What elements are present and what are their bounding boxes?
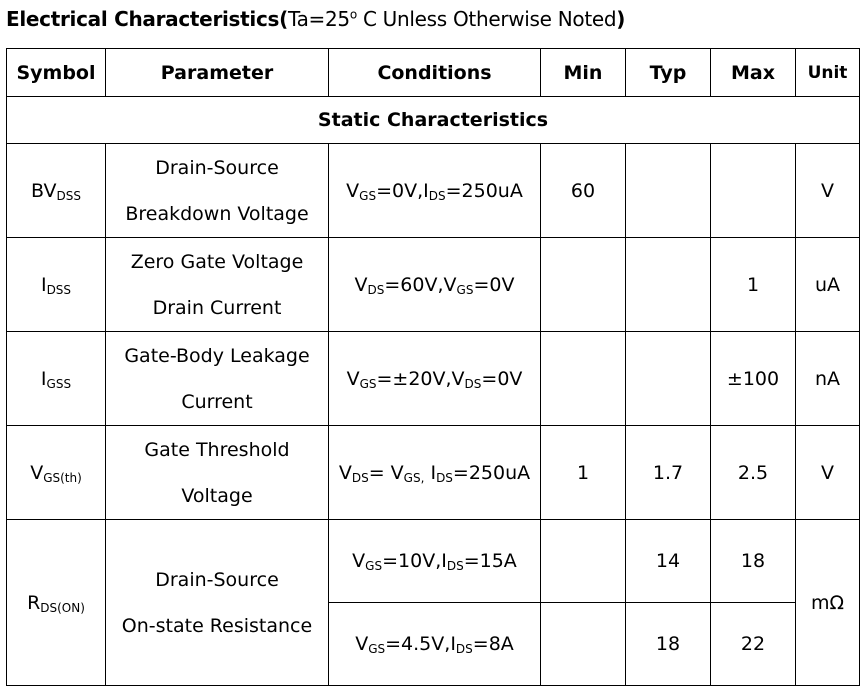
condition-value: = xyxy=(368,461,391,484)
parameter-cell xyxy=(106,238,329,332)
typ-value: 14 xyxy=(626,520,711,603)
condition-subscript: GS xyxy=(359,188,377,203)
condition-cell xyxy=(329,520,541,603)
parameter-cell xyxy=(106,332,329,426)
parameter-line-2: Voltage xyxy=(181,484,253,507)
condition-value: =250uA xyxy=(452,461,531,484)
condition-cell xyxy=(329,603,541,686)
condition-value: =60V, xyxy=(384,273,444,296)
condition-subscript: GS xyxy=(365,559,383,573)
header-typ: Typ xyxy=(626,49,711,97)
symbol-cell xyxy=(7,238,106,332)
symbol-cell xyxy=(7,520,106,686)
max-value: 1 xyxy=(711,238,796,332)
unit-value: uA xyxy=(796,238,860,332)
condition-subscript: DS xyxy=(455,642,473,656)
condition-variable: V xyxy=(346,367,360,390)
condition-value: =10V, xyxy=(382,550,442,572)
min-value xyxy=(541,332,626,426)
unit-value: nA xyxy=(796,332,860,426)
min-value: 1 xyxy=(541,426,626,520)
title-bold: Electrical Characteristics( xyxy=(6,7,288,31)
symbol-subscript: DSS xyxy=(56,188,81,203)
parameter-line-1: Gate Threshold xyxy=(144,438,290,461)
title-degree: o xyxy=(349,7,357,22)
condition-subscript: DS xyxy=(436,470,453,485)
parameter-line-2: Breakdown Voltage xyxy=(125,202,309,225)
symbol-main: I xyxy=(40,273,47,296)
parameter-cell xyxy=(106,426,329,520)
condition-value: =0V, xyxy=(376,179,424,202)
condition-variable: I xyxy=(441,550,447,572)
condition-variable: V xyxy=(355,633,369,655)
parameter-cell xyxy=(106,144,329,238)
header-row xyxy=(7,49,860,97)
max-value: 22 xyxy=(711,603,796,686)
max-value: 18 xyxy=(711,520,796,603)
title-condition-rest: C Unless Otherwise Noted xyxy=(356,7,617,31)
symbol-main: I xyxy=(40,367,47,390)
condition-subscript: GS, xyxy=(403,470,425,485)
typ-value: 18 xyxy=(626,603,711,686)
condition-value: =8A xyxy=(472,633,514,655)
unit-value: V xyxy=(796,426,860,520)
table-row xyxy=(7,144,860,238)
min-value xyxy=(541,603,626,686)
section-row xyxy=(7,97,860,144)
parameter-line-1: Drain-Source xyxy=(155,156,279,179)
condition-subscript: GS xyxy=(368,642,386,656)
symbol-subscript: DS(ON) xyxy=(40,600,85,615)
condition-value: =0V xyxy=(473,273,515,296)
condition-cell xyxy=(329,144,541,238)
condition-variable: V xyxy=(346,179,360,202)
table-row xyxy=(7,426,860,520)
parameter-cell xyxy=(106,520,329,686)
title-close: ) xyxy=(616,7,626,31)
max-value: ±100 xyxy=(711,332,796,426)
condition-value: =4.5V, xyxy=(385,633,451,655)
page-title xyxy=(6,4,625,34)
min-value xyxy=(541,520,626,603)
condition-variable: I xyxy=(450,633,456,655)
symbol-subscript: GSS xyxy=(46,376,72,391)
condition-subscript: DS xyxy=(464,376,482,391)
header-max: Max xyxy=(711,49,796,97)
symbol-subscript: DSS xyxy=(46,282,72,297)
parameter-line-2: Drain Current xyxy=(152,296,282,319)
table-row xyxy=(7,520,860,603)
condition-variable: V xyxy=(338,461,352,484)
unit-value: mΩ xyxy=(796,520,860,686)
min-value xyxy=(541,238,626,332)
parameter-line-1: Gate-Body Leakage xyxy=(124,344,310,367)
condition-value: =0V xyxy=(481,367,523,390)
condition-value: =250uA xyxy=(445,179,523,202)
condition-subscript: DS xyxy=(367,282,385,297)
condition-variable: V xyxy=(354,273,368,296)
header-unit: Unit xyxy=(796,49,860,97)
condition-subscript: DS xyxy=(446,559,464,573)
max-value: 2.5 xyxy=(711,426,796,520)
symbol-cell xyxy=(7,144,106,238)
condition-cell xyxy=(329,238,541,332)
header-symbol: Symbol xyxy=(7,49,106,97)
condition-variable: I xyxy=(430,461,437,484)
symbol-cell xyxy=(7,426,106,520)
header-conditions: Conditions xyxy=(329,49,541,97)
electrical-characteristics-table xyxy=(6,48,860,686)
symbol-main: R xyxy=(27,591,41,614)
condition-value: =15A xyxy=(463,550,517,572)
condition-variable: V xyxy=(451,367,465,390)
condition-value: =±20V, xyxy=(376,367,452,390)
parameter-line-1: Drain-Source xyxy=(155,568,279,591)
section-title: Static Characteristics xyxy=(7,97,860,144)
parameter-line-1: Zero Gate Voltage xyxy=(130,250,304,273)
header-parameter: Parameter xyxy=(106,49,329,97)
parameter-line-2: On-state Resistance xyxy=(121,614,313,637)
table-row xyxy=(7,332,860,426)
typ-value xyxy=(626,144,711,238)
unit-value: V xyxy=(796,144,860,238)
symbol-cell xyxy=(7,332,106,426)
condition-subscript: DS xyxy=(351,470,369,485)
condition-subscript: GS xyxy=(456,282,474,297)
condition-cell xyxy=(329,426,541,520)
typ-value xyxy=(626,332,711,426)
condition-subscript: GS xyxy=(359,376,377,391)
max-value xyxy=(711,144,796,238)
condition-variable: I xyxy=(423,179,429,202)
title-condition: Ta=25 xyxy=(287,7,350,31)
condition-variable: V xyxy=(443,273,457,296)
symbol-main: V xyxy=(30,461,44,484)
table-row xyxy=(7,238,860,332)
parameter-line-2: Current xyxy=(181,390,253,413)
min-value: 60 xyxy=(541,144,626,238)
condition-variable: V xyxy=(352,550,366,572)
condition-cell xyxy=(329,332,541,426)
condition-subscript: DS xyxy=(428,188,446,203)
typ-value: 1.7 xyxy=(626,426,711,520)
symbol-main: BV xyxy=(31,179,57,202)
condition-variable: V xyxy=(390,461,404,484)
header-min: Min xyxy=(541,49,626,97)
symbol-subscript: GS(th) xyxy=(43,470,82,485)
typ-value xyxy=(626,238,711,332)
